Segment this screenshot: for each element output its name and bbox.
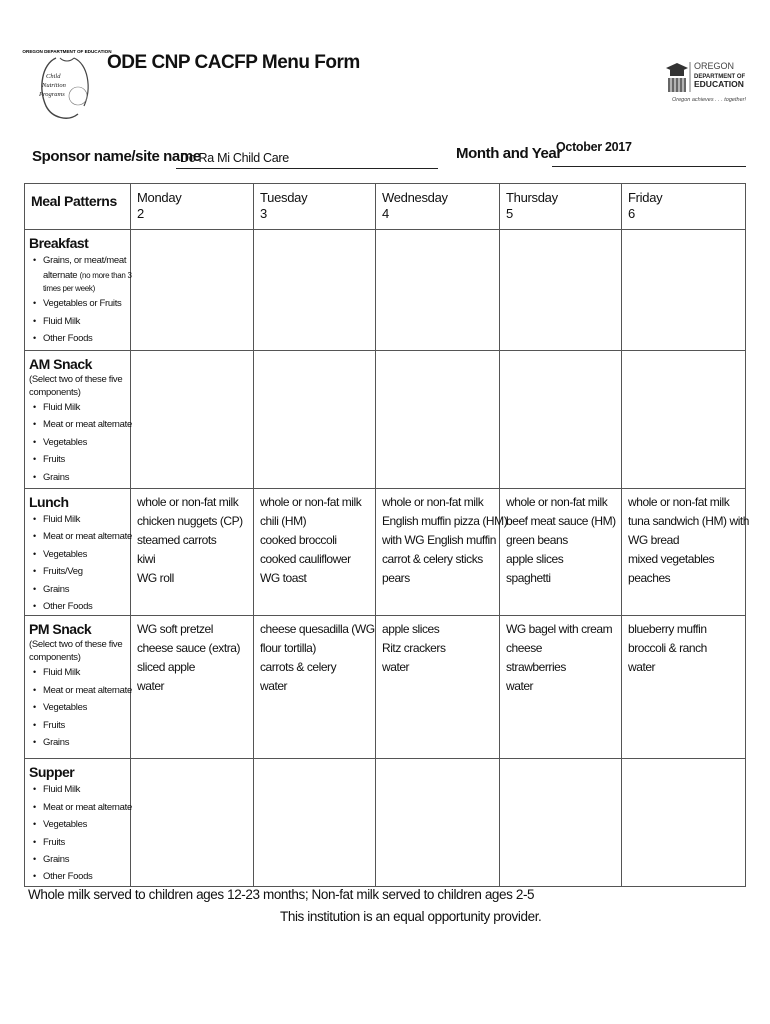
header-row	[25, 184, 746, 230]
menu-item: kiwi	[137, 552, 156, 566]
menu-item: cooked broccoli	[260, 533, 337, 547]
menu-item: WG bagel with cream	[506, 622, 613, 637]
month-year-underline	[552, 166, 746, 167]
svg-text:Oregon achieves . . . together: Oregon achieves . . . together!	[672, 97, 746, 103]
breakfast-component-cont: alternate (no more than 3	[43, 270, 132, 282]
day-header-wednesday: Wednesday 4	[376, 184, 500, 230]
breakfast-label-cell	[25, 230, 131, 351]
svg-text:EDUCATION: EDUCATION	[694, 79, 744, 89]
menu-item: flour tortilla)	[260, 641, 316, 656]
svg-text:Nutrition: Nutrition	[42, 82, 66, 89]
pm-snack-wednesday-cell[interactable]	[376, 616, 500, 759]
menu-table	[24, 183, 750, 887]
menu-item: beef meat sauce (HM)	[506, 514, 616, 528]
day-header-thursday: Thursday 5	[500, 184, 622, 230]
lunch-component: • Vegetables	[29, 546, 130, 563]
menu-item: water	[137, 679, 165, 694]
pm-snack-friday-cell[interactable]	[622, 616, 746, 759]
menu-item: broccoli & ranch	[628, 641, 707, 656]
pm-snack-label-cell	[25, 616, 131, 759]
menu-item: Ritz crackers	[382, 641, 446, 656]
menu-item: carrot & celery sticks	[382, 552, 483, 566]
supper-component: • Fluid Milk	[29, 781, 130, 798]
menu-item: cooked cauliflower	[260, 552, 351, 566]
supper-component: • Grains	[29, 851, 130, 868]
am-snack-component: • Grains	[29, 469, 130, 486]
am-snack-tuesday-cell[interactable]	[254, 351, 376, 489]
menu-item: WG roll	[137, 571, 174, 585]
menu-item: green beans	[506, 533, 568, 547]
menu-item: chili (HM)	[260, 514, 307, 528]
breakfast-component: • Fluid Milk	[29, 313, 130, 330]
menu-item: blueberry muffin	[628, 622, 707, 637]
breakfast-component: • Vegetables or Fruits	[29, 295, 130, 312]
svg-text:OREGON: OREGON	[694, 61, 735, 71]
day-header-friday: Friday 6	[622, 184, 746, 230]
lunch-component: • Meat or meat alternate	[29, 528, 130, 545]
breakfast-component: • Grains, or meat/meat	[29, 252, 130, 269]
meal-patterns-header: Meal Patterns	[25, 184, 131, 230]
menu-item: strawberries	[506, 660, 566, 675]
pm-snack-component: • Grains	[29, 734, 130, 751]
form-title: ODE CNP CACFP Menu Form	[107, 52, 360, 73]
lunch-row	[25, 489, 746, 616]
supper-row	[25, 759, 746, 886]
menu-item: with WG English muffin	[382, 533, 496, 547]
menu-item: carrots & celery	[260, 660, 337, 675]
supper-thursday-cell[interactable]	[500, 759, 622, 886]
am-snack-wednesday-cell[interactable]	[376, 351, 500, 489]
pm-snack-note: components)	[29, 652, 81, 664]
menu-item: peaches	[628, 571, 671, 585]
supper-title: Supper	[29, 764, 75, 781]
menu-item: WG bread	[628, 533, 680, 547]
pm-snack-component: • Meat or meat alternate	[29, 682, 130, 699]
menu-item: WG toast	[260, 571, 307, 585]
lunch-component: • Fluid Milk	[29, 511, 130, 528]
breakfast-title: Breakfast	[29, 235, 89, 251]
am-snack-label-cell	[25, 351, 131, 489]
lunch-label-cell	[25, 489, 131, 616]
svg-text:OREGON DEPARTMENT OF EDUCATION: OREGON DEPARTMENT OF EDUCATION	[22, 49, 112, 54]
lunch-monday-cell[interactable]	[131, 489, 254, 616]
menu-item: water	[382, 660, 410, 675]
equal-opportunity-statement: This institution is an equal opportunity provider.	[280, 909, 542, 924]
supper-label-cell	[25, 759, 131, 886]
pm-snack-component: • Vegetables	[29, 699, 130, 716]
am-snack-component: • Fruits	[29, 451, 130, 468]
menu-item: pears	[382, 571, 410, 585]
supper-component: • Other Foods	[29, 868, 130, 885]
breakfast-wednesday-cell[interactable]	[376, 230, 500, 351]
menu-item: tuna sandwich (HM) with	[628, 514, 750, 528]
pm-snack-component: • Fruits	[29, 717, 130, 734]
am-snack-friday-cell[interactable]	[622, 351, 746, 489]
breakfast-friday-cell[interactable]	[622, 230, 746, 351]
oregon-department-of-education-logo	[664, 58, 746, 106]
supper-monday-cell[interactable]	[131, 759, 254, 886]
breakfast-monday-cell[interactable]	[131, 230, 254, 351]
breakfast-component-cont: times per week)	[43, 284, 95, 294]
menu-item: sliced apple	[137, 660, 195, 675]
lunch-tuesday-cell[interactable]	[254, 489, 376, 616]
pm-snack-title: PM Snack	[29, 621, 92, 638]
pm-snack-tuesday-cell[interactable]	[254, 616, 376, 759]
sponsor-field[interactable]: Do Ra Mi Child Care	[180, 151, 289, 165]
supper-tuesday-cell[interactable]	[254, 759, 376, 886]
svg-text:DEPARTMENT OF: DEPARTMENT OF	[694, 74, 746, 80]
lunch-wednesday-cell[interactable]	[376, 489, 508, 616]
pm-snack-monday-cell[interactable]	[131, 616, 254, 759]
lunch-component: • Grains	[29, 581, 130, 598]
menu-item: water	[260, 679, 288, 694]
menu-item: chicken nuggets (CP)	[137, 514, 243, 528]
am-snack-component: • Vegetables	[29, 434, 130, 451]
lunch-friday-cell[interactable]	[622, 489, 750, 616]
lunch-component: • Other Foods	[29, 598, 130, 615]
am-snack-note: (Select two of these five	[29, 374, 123, 385]
menu-item: water	[506, 679, 534, 694]
breakfast-component: • Other Foods	[29, 330, 130, 347]
menu-item: whole or non-fat milk	[260, 495, 362, 509]
am-snack-note: components)	[29, 387, 81, 398]
menu-item: steamed carrots	[137, 533, 217, 547]
menu-item: WG soft pretzel	[137, 622, 213, 637]
menu-item: apple slices	[382, 622, 440, 637]
am-snack-monday-cell[interactable]	[131, 351, 254, 489]
menu-item: whole or non-fat milk	[506, 495, 608, 509]
milk-note: Whole milk served to children ages 12-23 months; Non-fat milk served to children ages 2-5	[28, 887, 535, 902]
lunch-component: • Fruits/Veg	[29, 563, 130, 580]
sponsor-underline	[176, 168, 438, 169]
supper-component: • Vegetables	[29, 816, 130, 833]
supper-component: • Meat or meat alternate	[29, 799, 130, 816]
month-year-field[interactable]: October 2017	[556, 140, 632, 154]
am-snack-thursday-cell[interactable]	[500, 351, 622, 489]
menu-item: mixed vegetables	[628, 552, 715, 566]
supper-wednesday-cell[interactable]	[376, 759, 500, 886]
menu-item: whole or non-fat milk	[628, 495, 730, 509]
menu-item: spaghetti	[506, 571, 551, 585]
menu-item: water	[628, 660, 656, 675]
lunch-thursday-cell[interactable]	[500, 489, 622, 616]
lunch-title: Lunch	[29, 494, 69, 510]
svg-text:Programs: Programs	[39, 91, 65, 98]
pm-snack-row	[25, 616, 746, 759]
breakfast-thursday-cell[interactable]	[500, 230, 622, 351]
child-nutrition-programs-logo	[22, 44, 112, 126]
pm-snack-thursday-cell[interactable]	[500, 616, 622, 759]
pm-snack-component: • Fluid Milk	[29, 664, 130, 681]
am-snack-title: AM Snack	[29, 356, 92, 372]
menu-item: whole or non-fat milk	[382, 495, 484, 509]
pm-snack-note: (Select two of these five	[29, 639, 123, 651]
svg-text:Child: Child	[46, 73, 61, 80]
menu-item: cheese sauce (extra)	[137, 641, 241, 656]
breakfast-row	[25, 230, 746, 351]
menu-item: apple slices	[506, 552, 564, 566]
menu-item: whole or non-fat milk	[137, 495, 239, 509]
menu-item: cheese	[506, 641, 542, 656]
supper-component: • Fruits	[29, 834, 130, 851]
am-snack-component: • Meat or meat alternate	[29, 416, 130, 433]
supper-friday-cell[interactable]	[622, 759, 746, 886]
month-year-label: Month and Year	[456, 145, 562, 162]
day-header-monday: Monday 2	[131, 184, 254, 230]
sponsor-label: Sponsor name/site name	[32, 148, 201, 165]
am-snack-row	[25, 351, 746, 489]
menu-item: cheese quesadilla (WG	[260, 622, 375, 637]
day-header-tuesday: Tuesday 3	[254, 184, 376, 230]
menu-item: English muffin pizza (HM)	[382, 514, 508, 528]
breakfast-tuesday-cell[interactable]	[254, 230, 376, 351]
am-snack-component: • Fluid Milk	[29, 399, 130, 416]
